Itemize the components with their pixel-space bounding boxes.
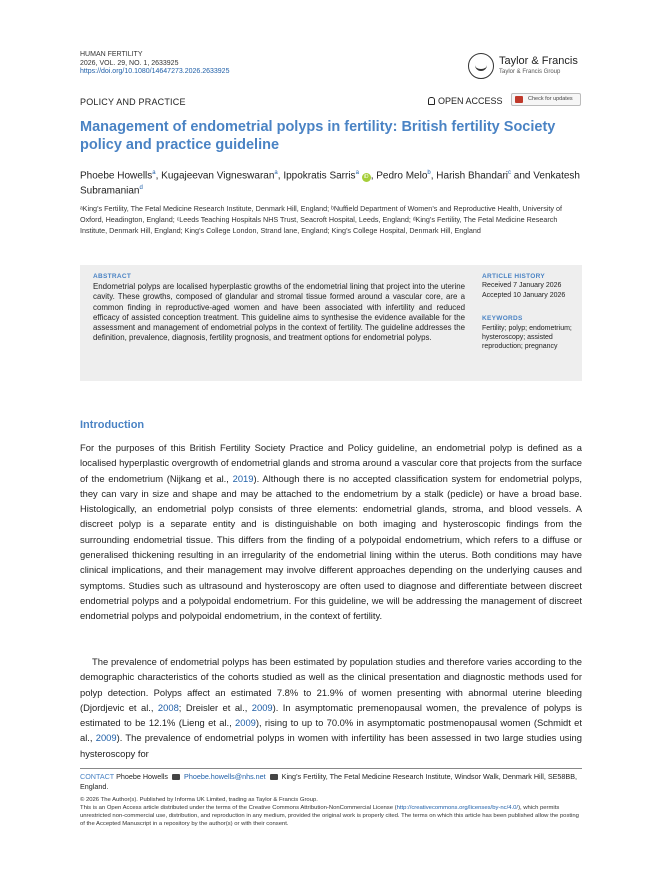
intro-heading: Introduction — [80, 419, 145, 431]
paragraph-text: ), rising to up to 70.0% in asymptomatic postmenopausal women (Schmidt et al., — [80, 717, 582, 744]
author-affil-sup: d — [139, 185, 143, 192]
citation-link[interactable]: 2009 — [251, 701, 273, 713]
journal-issue: 2026, VOL. 29, NO. 1, 2633925 — [80, 59, 179, 67]
paragraph-text: ; Dreisler et al., — [178, 701, 252, 713]
check-updates-label: Check for updates — [528, 96, 573, 102]
copyright-line: © 2026 The Author(s). Published by Informa UK Limited, trading as Taylor & Francis Group. — [80, 797, 318, 803]
author-name[interactable]: Pedro Melo — [376, 170, 428, 182]
author-name[interactable]: Phoebe Howells — [80, 170, 153, 182]
contact-name: Phoebe Howells — [116, 772, 169, 781]
author-list: Phoebe Howells$^a$, Kugajeevan Vigneswaran$^a$, Ippokratis Sarris$^a$ iD , Pedro Melo$^b$, Harish Bhandari$^c$ and Venkatesh Subramanian$^d$ — [80, 170, 580, 197]
paragraph-text: ). Although there is no accepted classification system for endometrial polyps, they can vary in size and shape and may be attached to the endometrium by a stalk (pedicle) or have a broad base. Histologically, an endometrial polyp consists of three elements: endometrial glands, stroma, and blood vessels. A discreet polyp is a separate entity and is distinguishable on both imaging and hysteroscopic findings from the surrounding endometrial tissue. This differs from the finding of a polypoidal endometrium, which refers to a diffuse or generalised thickening resulting in an irregularity of the endometrial lining within the uterus. Both conditions may have clinical implications, and their management may involve different approaches depending on the underlying causes and symptoms. Studies such as ultrasound and hysteroscopy are often used to diagnose and differentiate between discreet endometrial polyps and a polypoidal endometrium. For this guideline, we will be addressing the management of discreet endometrial polyps and polypoidal endometrium, in the context of fertility. — [80, 472, 582, 622]
license-rest: ), which permits unrestricted non-commercial use, distribution, and reproduction in any medium, provided the original work is properly cited. The terms on which this article has been published allow the posting of the Accepted Manuscript in a repository by the author(s) or with their consent. — [80, 805, 579, 827]
license-intro: This is an Open Access article distributed under the terms of the Creative Commons Attribution-NonCommercial License ( — [80, 805, 397, 811]
citation-link[interactable]: 2009 — [95, 732, 117, 744]
accepted-date: Accepted 10 January 2026 — [482, 292, 566, 299]
author-affil-sup: a — [355, 170, 359, 176]
affiliations: ᵃKing’s Fertility, The Fetal Medicine Research Institute, Denmark Hill, England; ᵇNuffield Department of Women’s and Reproductive Health, University of Oxford, Headington, England; ᶜLeeds Teaching Hospitals NHS Trust, Seacroft Hospital, Leeds, England; ᵈKing’s Fertility, The Fetal Medicine Research Institute, Denmark Hill, England; King’s College London, Strand lane, England; King’s College Hospital, Denmark Hill, England — [80, 204, 562, 235]
author-affil-sup: c — [508, 170, 512, 176]
author-affil-sup: a — [274, 170, 278, 176]
received-date: Received 7 January 2026 — [482, 282, 562, 289]
contact-address: King’s Fertility, The Fetal Medicine Research Institute, Windsor Walk, Denmark Hill, SE58BB, England. — [80, 772, 577, 791]
journal-header — [80, 51, 229, 77]
paragraph-text: For the purposes of this British Fertility Society Practice and Policy guideline, an endometrial polyp is defined as a localised hyperplastic overgrowth of endometrial glands and stroma around a vascular core that projects from the surface of the endometrium (Nijkang et al., — [80, 442, 582, 484]
author-name[interactable]: Harish Bhandari — [436, 170, 509, 182]
citation-link[interactable]: 2009 — [235, 717, 256, 729]
author-name[interactable]: Ippokratis Sarris — [283, 170, 356, 182]
doi-link[interactable]: https://doi.org/10.1080/14647273.2026.2633925 — [80, 68, 230, 76]
copyright-block — [80, 796, 582, 828]
author-affil-sup: a — [152, 170, 156, 176]
contact-label: CONTACT — [80, 772, 115, 781]
keywords-heading: KEYWORDS — [482, 315, 523, 322]
email-icon — [172, 774, 180, 780]
open-access-badge — [428, 96, 503, 106]
contact-email-link[interactable]: Phoebe.howells@nhs.net — [184, 772, 266, 781]
publisher-name: Taylor & Francis — [499, 55, 578, 67]
contact-info — [80, 772, 582, 791]
paragraph-text: ). The prevalence of endometrial polyps in women with infertility has been assessed in two large studies using hysteroscopy for — [80, 732, 582, 759]
orcid-icon[interactable]: iD — [362, 173, 371, 182]
footer-divider — [80, 768, 582, 769]
publisher-group: Taylor & Francis Group — [499, 69, 561, 75]
body-paragraph-1 — [80, 440, 582, 624]
section-label: POLICY AND PRACTICE — [80, 97, 186, 107]
open-lock-icon — [428, 97, 435, 105]
license-link[interactable]: http://creativecommons.org/licenses/by-nc/4.0/ — [396, 805, 519, 811]
journal-name: HUMAN FERTILITY — [80, 51, 143, 58]
paragraph-text: The prevalence of endometrial polyps has been estimated by population studies and therefore varies according to the demographic characteristics of the cohorts studied as well as the clinical presentation and diagnostic methods used for polyp detection. Polyps affect an estimated 7.8% to 21.9% of women presenting with abnormal uterine bleeding (Djordjevic et al., — [80, 656, 582, 713]
citation-link[interactable]: 2019 — [232, 472, 254, 484]
lamp-icon — [468, 53, 494, 79]
article-history-heading: ARTICLE HISTORY — [482, 273, 546, 280]
author-name[interactable]: Venkatesh Subramanian — [80, 170, 580, 197]
body-paragraph-2 — [80, 654, 582, 761]
paragraph-text: ). In asymptomatic premenopausal women, the prevalence of polyps is estimated to be 12.1% (Lieng et al., — [80, 701, 582, 729]
publisher-logo[interactable] — [468, 53, 583, 81]
author-affil-sup: b — [427, 170, 431, 176]
citation-link[interactable]: 2008 — [157, 701, 179, 713]
open-access-label: OPEN ACCESS — [438, 96, 503, 106]
license-text — [80, 804, 582, 828]
address-icon — [270, 774, 278, 780]
crossmark-icon — [515, 96, 523, 103]
author-name[interactable]: Kugajeevan Vigneswaran — [161, 170, 275, 182]
article-title: Management of endometrial polyps in fertility: British fertility Society policy and practice guideline — [80, 119, 556, 153]
abstract-text: Endometrial polyps are localised hyperplastic growths of the endometrial lining that project into the uterine cavity. These growths, composed of glandular and stromal tissue formed around a vascular core, are a common finding in reproductive-aged women and have been associated with infertility and reduced efficacy of assisted conception treatment. This guideline aims to synthesise the evidence available for the assessment and management of endometrial polyps in the context of fertility. The guideline addresses the definition, prevalence, diagnosis, fertility prognosis, and treatment options for endometrial polyps. — [93, 282, 465, 343]
check-updates-button[interactable] — [511, 93, 581, 106]
keywords-text: Fertility; polyp; endometrium; hysteroscopy; assisted reproduction; pregnancy — [482, 325, 572, 351]
abstract-heading: ABSTRACT — [93, 273, 132, 280]
